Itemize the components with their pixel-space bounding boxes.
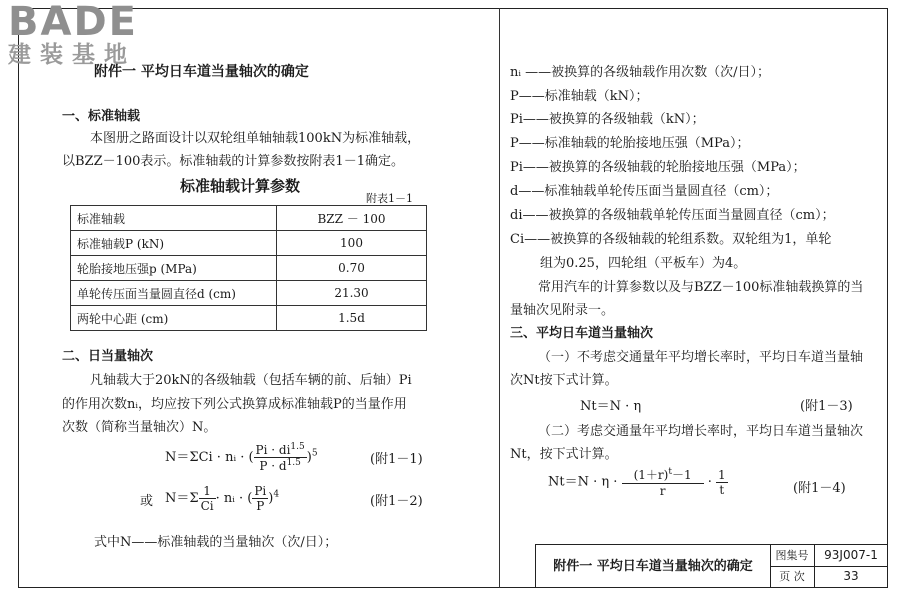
table-cell-value: BZZ － 100 (277, 206, 427, 231)
formula2-ref: (附1－2) (370, 494, 423, 509)
formula4-ref: (附1－4) (793, 481, 846, 496)
formula2-close: ) (268, 491, 274, 506)
table-note: 附表1－1 (366, 192, 413, 205)
def-line-2: P——标准轴载（kN）； (510, 89, 649, 104)
def-line-7: di——被换算的各级轴载单轮传压面当量圆直径（cm）； (510, 208, 835, 223)
formula2-mid: · nᵢ · ( (215, 491, 253, 506)
page-number-label: 页 次 (770, 566, 815, 587)
def-line-8: Ci——被换算的各级轴载的轮组系数。双轮组为1，单轮 (510, 232, 832, 247)
table-cell-label: 标准轴载 (71, 206, 277, 231)
formula2-exp: 4 (273, 489, 280, 500)
watermark-logo (8, 0, 138, 68)
formula4-mid: · (707, 474, 712, 490)
formula1-close: ) (306, 450, 312, 465)
def-line-6: d——标准轴载单轮传压面当量圆直径（cm）； (510, 184, 779, 199)
section2-heading: 二、日当量轴次 (62, 349, 154, 364)
formula-4 (548, 466, 728, 498)
formula1-fraction (254, 442, 307, 473)
formula1-ref: (附1－1) (370, 452, 423, 467)
table-cell-label: 轮胎接地压强p (MPa) (71, 256, 277, 281)
para2-line1: 凡轴载大于20kN的各级轴载（包括车辆的前、后轴）Pi (90, 373, 412, 388)
def-line-5: Pi——被换算的各级轴载的轮胎接地压强（MPa）； (510, 160, 806, 175)
atlas-number-value: 93J007-1 (815, 545, 887, 567)
para2-line3: 次数（简称当量轴次）N。 (62, 420, 217, 435)
watermark-latin: BADE (8, 0, 138, 45)
table-cell-value: 1.5d (277, 306, 427, 331)
def-line-4: P——标准轴载的轮胎接地压强（MPa）； (510, 136, 750, 151)
def-line-1: nᵢ ——被换算的各级轴载作用次数（次/日）； (510, 65, 771, 80)
atlas-number-label: 图集号 (770, 545, 815, 567)
table-row (71, 231, 427, 256)
formula1-den-exp: 1.5 (286, 458, 301, 468)
formula2-prefix: 或 (140, 494, 154, 509)
formula4-lhs: Nt＝N · η · (548, 474, 618, 490)
formula4-num-tail: －1 (671, 468, 692, 482)
formula1-num: Pi · di (255, 443, 291, 457)
table-row (71, 281, 427, 306)
page-number-value: 33 (843, 569, 859, 583)
para2-line2: 的作用次数nᵢ，均应按下列公式换算成标准轴载P的当量作用 (62, 397, 407, 412)
formula4-den: r (659, 484, 666, 498)
watermark-chinese: 建装基地 (8, 42, 136, 68)
formula3-ref: (附1－3) (800, 399, 853, 414)
table-title: 标准轴载计算参数 (180, 177, 301, 195)
table-cell-value: 21.30 (277, 281, 427, 306)
para1-line2: 以BZZ－100表示。标准轴载的计算参数按附表1－1确定。 (62, 154, 404, 169)
title-block-name: 附件一 平均日车道当量轴次的确定 (536, 545, 771, 588)
formula4-frac2-den: t (719, 482, 725, 497)
formula2-fraction2 (252, 484, 268, 513)
formula2-frac1-den: Ci (200, 499, 214, 513)
formula1-exp: 5 (311, 448, 318, 459)
formula2-frac2-den: P (256, 499, 265, 513)
where-line: 式中N——标准轴载的当量轴次（次/日）； (94, 535, 338, 550)
params-table (70, 205, 427, 331)
formula4-fraction2 (716, 468, 728, 497)
formula-2 (165, 484, 279, 513)
para3-line2: 量轴次见附录一。 (510, 303, 615, 318)
formula2-fraction1 (199, 484, 216, 513)
formula4-frac2-num: 1 (718, 467, 726, 482)
formula2-lhs: N＝Σ (165, 491, 199, 506)
sub1-line2: 次Nt按下式计算。 (510, 373, 618, 388)
formula-1 (165, 442, 318, 473)
table-row (71, 306, 427, 331)
formula2-frac2-num: Pi (254, 484, 267, 498)
sub2-line2: Nt，按下式计算。 (510, 447, 618, 462)
para1-line1: 本图册之路面设计以双轮组单轴轴载100kN为标准轴载， (90, 131, 421, 146)
section1-heading: 一、标准轴载 (62, 109, 141, 124)
table-cell-label: 两轮中心距 (cm) (71, 306, 277, 331)
formula1-den: P · d (259, 459, 287, 473)
table-row (71, 206, 427, 231)
def-line-3: Pi——被换算的各级轴载（kN）； (510, 112, 705, 127)
sub1-line1: （一）不考虑交通量年平均增长率时，平均日车道当量轴 (538, 350, 864, 365)
formula4-num-exp: t (668, 467, 672, 477)
formula4-fraction1 (622, 466, 704, 498)
formula2-frac1-num: 1 (199, 484, 216, 499)
table-cell-label: 标准轴载P (kN) (71, 231, 277, 256)
table-row (71, 256, 427, 281)
table-cell-value: 0.70 (277, 256, 427, 281)
column-divider (499, 8, 500, 588)
page-title: 附件一 平均日车道当量轴次的确定 (94, 64, 309, 80)
title-block (535, 544, 888, 588)
formula1-num-exp: 1.5 (290, 442, 305, 452)
formula1-lhs: N＝ΣCi · nᵢ · ( (165, 450, 254, 465)
table-cell-value: 100 (277, 231, 427, 256)
sub2-line1: （二）考虑交通量年平均增长率时，平均日车道当量轴次 (538, 424, 864, 439)
formula3-expr: Nt＝N · η (580, 399, 642, 414)
def-line-9: 组为0.25，四轮组（平板车）为4。 (540, 256, 747, 271)
section3-heading: 三、平均日车道当量轴次 (510, 326, 654, 341)
formula4-num: (1＋r) (633, 468, 669, 482)
para3-line1: 常用汽车的计算参数以及与BZZ－100标准轴载换算的当 (538, 280, 864, 295)
table-cell-label: 单轮传压面当量圆直径d (cm) (71, 281, 277, 306)
